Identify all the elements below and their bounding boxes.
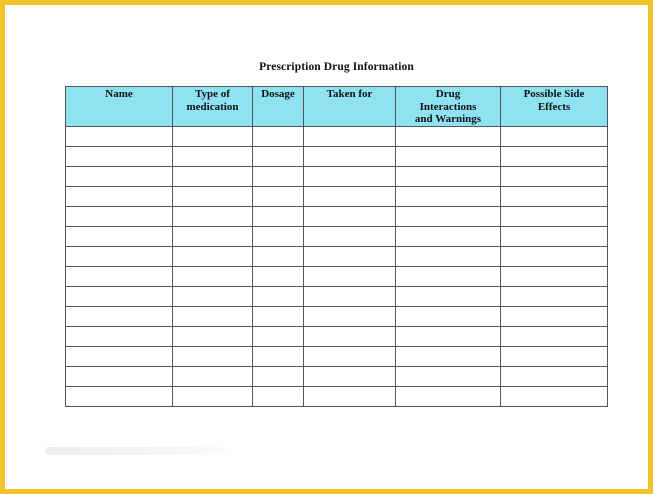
faint-watermark	[45, 447, 225, 455]
table-header-row	[66, 87, 608, 127]
table-row	[66, 186, 608, 206]
table-cell[interactable]	[173, 346, 253, 366]
table-cell[interactable]	[66, 346, 173, 366]
table-row	[66, 386, 608, 406]
table-cell[interactable]	[501, 326, 608, 346]
table-cell[interactable]	[173, 126, 253, 146]
document-title: Prescription Drug Information	[259, 61, 414, 73]
table-row	[66, 246, 608, 266]
header-taken-for: Taken for	[304, 87, 396, 127]
table-cell[interactable]	[304, 386, 396, 406]
table-cell[interactable]	[396, 226, 501, 246]
table-cell[interactable]	[304, 226, 396, 246]
table-cell[interactable]	[253, 186, 304, 206]
table-cell[interactable]	[253, 246, 304, 266]
table-cell[interactable]	[304, 306, 396, 326]
table-cell[interactable]	[253, 306, 304, 326]
table-cell[interactable]	[253, 346, 304, 366]
table-cell[interactable]	[66, 386, 173, 406]
table-cell[interactable]	[253, 286, 304, 306]
table-cell[interactable]	[304, 186, 396, 206]
table-cell[interactable]	[304, 126, 396, 146]
table-cell[interactable]	[304, 146, 396, 166]
table-cell[interactable]	[173, 286, 253, 306]
table-cell[interactable]	[396, 326, 501, 346]
table-cell[interactable]	[501, 306, 608, 326]
table-row	[66, 286, 608, 306]
table-row	[66, 166, 608, 186]
table-cell[interactable]	[173, 166, 253, 186]
table-cell[interactable]	[66, 306, 173, 326]
table-cell[interactable]	[396, 126, 501, 146]
table-cell[interactable]	[253, 206, 304, 226]
prescription-table	[65, 86, 608, 407]
table-cell[interactable]	[396, 246, 501, 266]
table-cell[interactable]	[253, 266, 304, 286]
header-type-of-medication: Type of medication	[173, 87, 253, 127]
table-body	[66, 126, 608, 406]
table-cell[interactable]	[173, 226, 253, 246]
table-row	[66, 326, 608, 346]
table-cell[interactable]	[396, 306, 501, 326]
table-cell[interactable]	[501, 166, 608, 186]
table-cell[interactable]	[396, 166, 501, 186]
table-cell[interactable]	[66, 126, 173, 146]
table-row	[66, 146, 608, 166]
table-row	[66, 226, 608, 246]
table-cell[interactable]	[66, 366, 173, 386]
table-cell[interactable]	[173, 306, 253, 326]
table-cell[interactable]	[501, 346, 608, 366]
table-cell[interactable]	[173, 386, 253, 406]
header-possible-side-effects: Possible Side Effects	[501, 87, 608, 127]
table-row	[66, 306, 608, 326]
table-cell[interactable]	[66, 246, 173, 266]
table-cell[interactable]	[173, 326, 253, 346]
table-cell[interactable]	[304, 366, 396, 386]
table-cell[interactable]	[253, 166, 304, 186]
table-cell[interactable]	[304, 346, 396, 366]
table-row	[66, 366, 608, 386]
table-cell[interactable]	[173, 246, 253, 266]
table-cell[interactable]	[66, 326, 173, 346]
table-cell[interactable]	[304, 166, 396, 186]
table-cell[interactable]	[173, 186, 253, 206]
table-cell[interactable]	[66, 166, 173, 186]
header-drug-interactions: Drug Interactions and Warnings	[396, 87, 501, 127]
table-cell[interactable]	[501, 266, 608, 286]
table-cell[interactable]	[501, 146, 608, 166]
table-cell[interactable]	[173, 146, 253, 166]
table-cell[interactable]	[173, 366, 253, 386]
table-cell[interactable]	[66, 206, 173, 226]
table-cell[interactable]	[66, 186, 173, 206]
table-cell[interactable]	[304, 206, 396, 226]
table-cell[interactable]	[253, 146, 304, 166]
table-cell[interactable]	[396, 266, 501, 286]
table-row	[66, 206, 608, 226]
table-cell[interactable]	[304, 246, 396, 266]
table-cell[interactable]	[253, 126, 304, 146]
header-dosage: Dosage	[253, 87, 304, 127]
table-cell[interactable]	[304, 266, 396, 286]
table-cell[interactable]	[501, 186, 608, 206]
table-cell[interactable]	[173, 206, 253, 226]
table-row	[66, 266, 608, 286]
table-cell[interactable]	[253, 226, 304, 246]
table-cell[interactable]	[253, 386, 304, 406]
table-cell[interactable]	[173, 266, 253, 286]
table-cell[interactable]	[501, 126, 608, 146]
table-cell[interactable]	[396, 206, 501, 226]
table-cell[interactable]	[396, 386, 501, 406]
table-cell[interactable]	[501, 246, 608, 266]
table-cell[interactable]	[501, 226, 608, 246]
table-row	[66, 346, 608, 366]
table-cell[interactable]	[66, 286, 173, 306]
table-cell[interactable]	[253, 366, 304, 386]
table-cell[interactable]	[304, 326, 396, 346]
table-cell[interactable]	[253, 326, 304, 346]
table-cell[interactable]	[304, 286, 396, 306]
table-cell[interactable]	[501, 366, 608, 386]
table-cell[interactable]	[501, 206, 608, 226]
table-cell[interactable]	[501, 286, 608, 306]
header-name: Name	[66, 87, 173, 127]
table-cell[interactable]	[396, 346, 501, 366]
table-row	[66, 126, 608, 146]
table-cell[interactable]	[66, 146, 173, 166]
table-cell[interactable]	[396, 366, 501, 386]
table-cell[interactable]	[66, 226, 173, 246]
table-cell[interactable]	[396, 286, 501, 306]
table-cell[interactable]	[66, 266, 173, 286]
table-cell[interactable]	[396, 186, 501, 206]
table-cell[interactable]	[396, 146, 501, 166]
table-cell[interactable]	[501, 386, 608, 406]
